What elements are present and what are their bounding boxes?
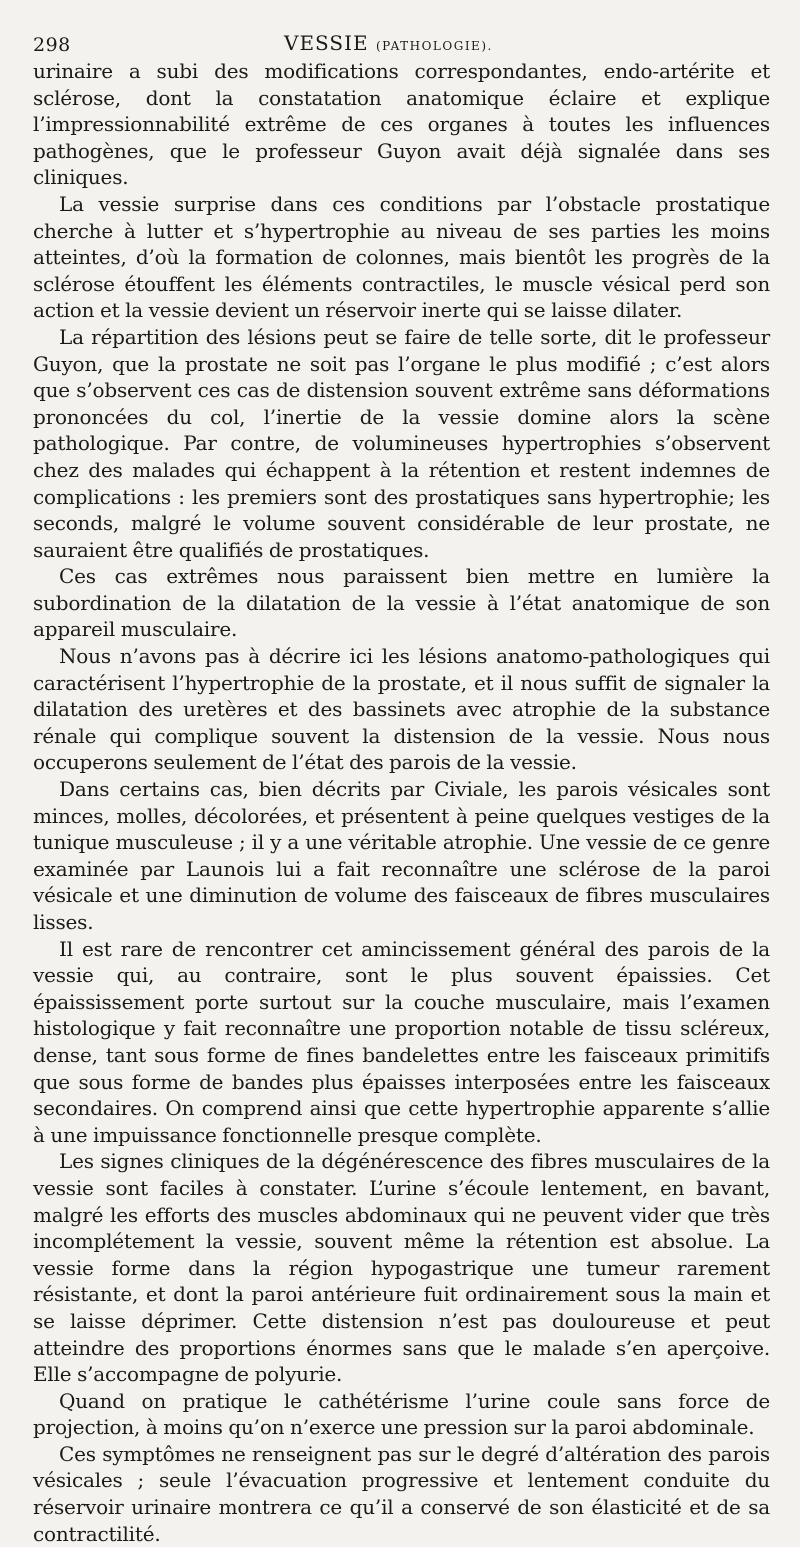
paragraph: Nous n’avons pas à décrire ici les lésions anatomo-pathologiques qui caractérisent l’hypertrophie de la prostate, et il nous suffit de signaler la dilatation des uretères et des bassinets avec atrophie de la substance rénale qui complique souvent la distension de la vessie. Nous nous occuperons seulement de l’état des parois de la vessie. [33,644,770,775]
running-title-main: VESSIE [284,31,369,55]
paragraph-continued: urinaire a subi des modifications correspondantes, endo-artérite et sclérose, dont la constatation anatomique éclaire et explique l’impressionnabilité extrême de ces organes à toutes les influences pathogènes, que le professeur Guyon avait déjà signalée dans ses cliniques. [33,59,770,190]
running-title-subtitle: (PATHOLOGIE). [375,39,493,53]
paragraph: La répartition des lésions peut se faire de telle sorte, dit le professeur Guyon, que la prostate ne soit pas l’organe le plus modifié ; c’est alors que s’observent ces cas de distension souvent extrême sans déformations prononcées du col, l’inertie de la vessie domine alors la scène pathologique. Par contre, de volumineuses hypertrophies s’observent chez des malades qui échappent à la rétention et restent indemnes de complications : les premiers sont des prostatiques sans hypertrophie; les seconds, malgré le volume souvent considérable de leur prostate, ne sauraient être qualifiés de prostatiques. [33,324,770,562]
paragraph: Il est rare de rencontrer cet amincissement général des parois de la vessie qui, au contraire, sont le plus souvent épaissies. Cet épaississement porte surtout sur la couche musculaire, mais l’examen histologique y fait reconnaître une proportion notable de tissu scléreux, dense, tant sous forme de fines bandelettes entre les faisceaux primitifs que sous forme de bandes plus épaisses interposées entre les faisceaux secondaires. On comprend ainsi que cette hypertrophie apparente s’allie à une impuissance fonctionnelle presque complète. [33,936,770,1147]
paragraph: Ces symptômes ne renseignent pas sur le degré d’altération des parois vésicales ; seule l’évacuation progressive et lentement conduite du réservoir urinaire montrera ce qu’il a conservé de son élasticité et de sa contractilité. [33,1441,770,1546]
body-text [33,58,770,1547]
running-header [33,24,770,54]
paragraph: Les signes cliniques de la dégénérescence des fibres musculaires de la vessie sont faciles à constater. L’urine s’écoule lentement, en bavant, malgré les efforts des muscles abdominaux qui ne peuvent vider que très incomplétement la vessie, souvent même la rétention est absolue. La vessie forme dans la région hypogastrique une tumeur rarement résistante, et dont la paroi antérieure fuit ordinairement sous la main et se laisse déprimer. Cette distension n’est pas douloureuse et peut atteindre des proportions énormes sans que le malade s’en aperçoive. Elle s’accompagne de polyurie. [33,1149,770,1387]
paragraph: Ces cas extrêmes nous paraissent bien mettre en lumière la subordination de la dilatation de la vessie à l’état anatomique de son appareil musculaire. [33,564,770,642]
paragraph: La vessie surprise dans ces conditions par l’obstacle prostatique cherche à lutter et s’hypertrophie au niveau de ses parties les moins atteintes, d’où la formation de colonnes, mais bientôt les progrès de la sclérose étouffent les éléments contractiles, le muscle vésical perd son action et la vessie devient un réservoir inerte qui se laisse dilater. [33,191,770,323]
running-title [284,31,493,55]
paragraph: Dans certains cas, bien décrits par Civiale, les parois vésicales sont minces, molles, décolorées, et présentent à peine quelques vestiges de la tunique musculeuse ; il y a une véritable atrophie. Une vessie de ce genre examinée par Launois lui a fait reconnaître une sclérose de la paroi vésicale et une diminution de volume des faisceaux de fibres musculaires lisses. [33,777,770,934]
paragraph: Quand on pratique le cathétérisme l’urine coule sans force de projection, à moins qu’on n’exerce une pression sur la paroi abdominale. [33,1388,770,1440]
page-number: 298 [33,34,71,56]
